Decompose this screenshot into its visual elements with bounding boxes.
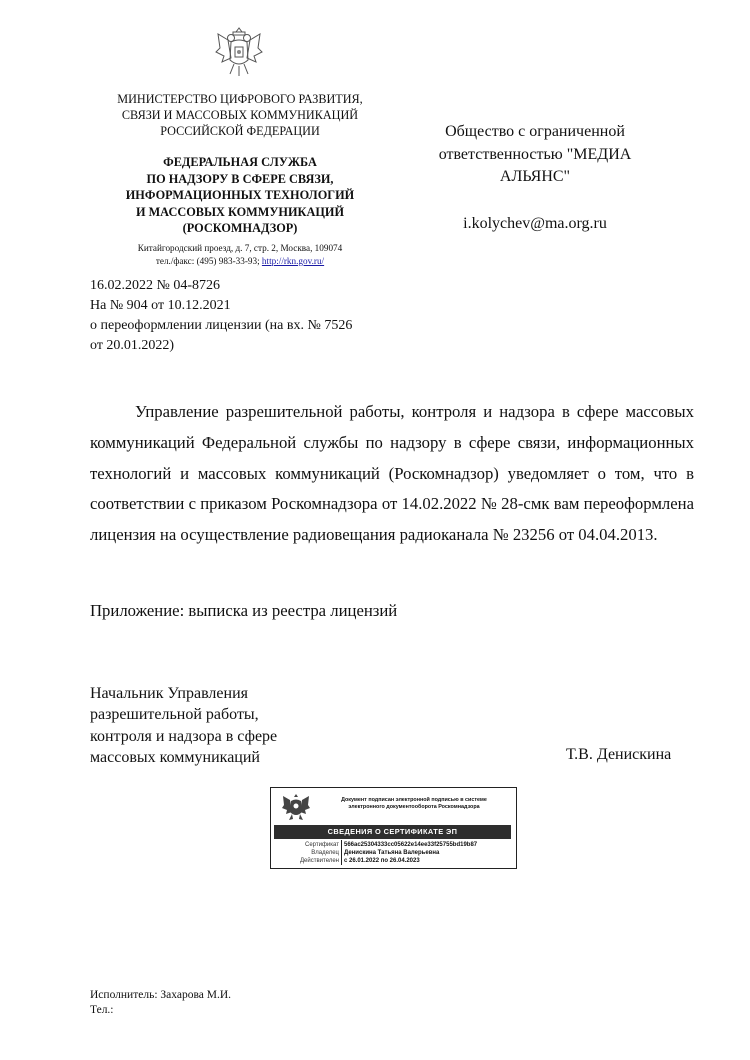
recipient-line: Общество с ограниченной: [445, 123, 625, 140]
stamp-band: СВЕДЕНИЯ О СЕРТИФИКАТЕ ЭП: [274, 825, 511, 839]
ministry-line: СВЯЗИ И МАССОВЫХ КОММУНИКАЦИЙ: [121, 108, 359, 122]
stamp-header-line: электронного документооборота Роскомнадзора: [348, 804, 480, 810]
date-number: 16.02.2022 № 04-8726: [90, 278, 221, 293]
recipient: [420, 121, 650, 189]
ministry-line: МИНИСТЕРСТВО ЦИФРОВОГО РАЗВИТИЯ,: [117, 92, 363, 106]
agency-line: И МАССОВЫХ КОММУНИКАЦИЙ: [135, 204, 345, 219]
signer-name: Т.В. Денискина: [566, 746, 672, 763]
address-line: Китайгородский проезд, д. 7, стр. 2, Москва, 109074: [137, 243, 343, 253]
stamp-header-line: Документ подписан электронной подписью в системе: [341, 797, 487, 803]
agency-line: ИНФОРМАЦИОННЫХ ТЕХНОЛОГИЙ: [125, 188, 355, 202]
stamp-row-label: Сертификат: [305, 842, 339, 848]
executor-info: [90, 988, 231, 1018]
signer-title-line: массовых коммуникаций: [90, 748, 260, 766]
subject-line: о переоформлении лицензии (на вх. № 7526: [90, 318, 353, 333]
stamp-row-label: Действителен: [299, 858, 339, 864]
stamp-row-label: Владелец: [311, 850, 339, 856]
agency-name: [100, 154, 380, 237]
phone-fax: тел./факс: (495) 983-33-93;: [155, 255, 262, 266]
contact-line: [100, 255, 380, 268]
recipient-line: АЛЬЯНС": [499, 168, 571, 185]
stamp-row-value: 566ac25304333cc05622e14ee33f25755bd19b87: [344, 842, 478, 848]
subject-line: от 20.01.2022): [90, 338, 175, 353]
signer-title: [90, 683, 277, 768]
signer-title-line: контроля и надзора в сфере: [90, 727, 278, 745]
e-signature-stamp: [270, 787, 517, 869]
recipient-line: ответственностью "МЕДИА: [438, 145, 632, 163]
coat-of-arms-icon: [214, 22, 264, 78]
stamp-row-value: Денискина Татьяна Валерьевна: [344, 850, 440, 856]
signer-title-line: Начальник Управления: [90, 685, 248, 702]
agency-address: [100, 242, 380, 267]
reply-reference: На № 904 от 10.12.2021: [90, 298, 231, 313]
agency-line: (РОСКОМНАДЗОР): [182, 221, 298, 235]
stamp-row-value: с 26.01.2022 по 26.04.2023: [344, 858, 420, 864]
executor-phone: Тел.:: [90, 1004, 114, 1016]
agency-line: ФЕДЕРАЛЬНАЯ СЛУЖБА: [163, 155, 317, 169]
attachment-note: Приложение: выписка из реестра лицензий: [90, 601, 398, 620]
recipient-email: i.kolychev@ma.org.ru: [463, 215, 607, 232]
ministry-name: [100, 91, 380, 139]
body-paragraph: Управление разрешительной работы, контроля и надзора в сфере массовых коммуникаций Федеральной службы по надзору в сфере связи, информационных технологий и массовых коммуникаций (Роскомнадзор) уведомляет о том, что в соответствии с приказом Роскомнадзора от 14.02.2022 № 28-смк вам переоформлена лицензия на осуществление радиовещания радиоканала № 23256 от 04.04.2013.: [90, 402, 694, 545]
website-link[interactable]: http://rkn.gov.ru/: [261, 255, 325, 266]
agency-line: ПО НАДЗОРУ В СФЕРЕ СВЯЗИ,: [146, 171, 334, 186]
signer-title-line: разрешительной работы,: [90, 706, 259, 724]
stamp-emblem-icon: [281, 792, 311, 822]
executor-name: Исполнитель: Захарова М.И.: [90, 989, 231, 1001]
document-meta: [90, 276, 410, 356]
stamp-divider: [341, 840, 342, 865]
stamp-header: [319, 797, 509, 811]
ministry-line: РОССИЙСКОЙ ФЕДЕРАЦИИ: [160, 124, 320, 138]
